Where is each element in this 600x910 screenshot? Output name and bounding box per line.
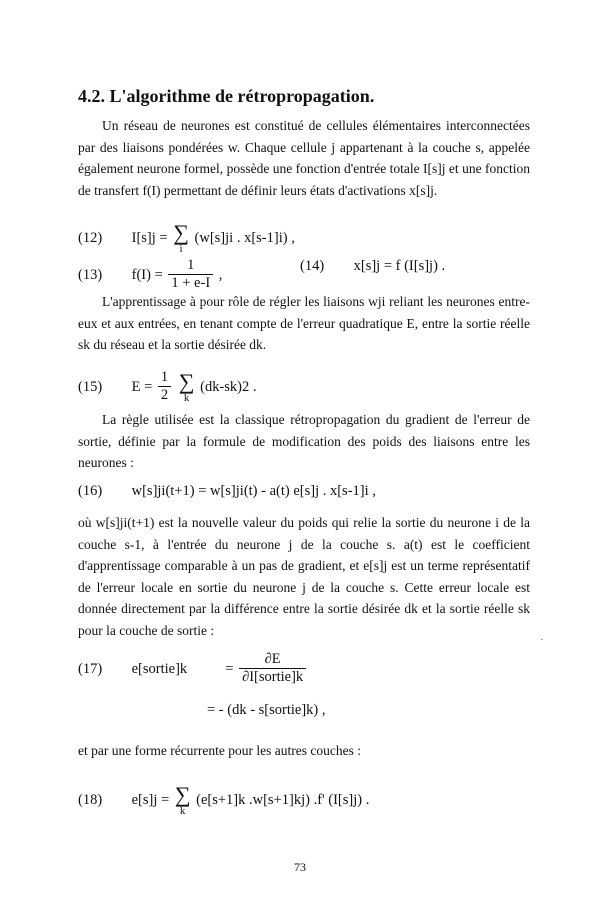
paragraph-learning: L'apprentissage à pour rôle de régler les liaisons wji reliant les neurones entre-eux et aux entrées, en tenant compte de l'erreur quadratique E, entre la sortie réelle sk du réseau et la sortie désirée dk.	[78, 294, 530, 352]
equation-body: (dk-sk)2	[200, 378, 250, 395]
paragraph-recurrence: et par une forme récurrente pour les autres couches :	[78, 743, 361, 758]
summation-symbol: ∑ k	[174, 782, 191, 817]
equation-18	[78, 784, 369, 817]
stray-mark: ·	[540, 634, 544, 646]
equation-number: (14)	[300, 258, 325, 275]
equation-14	[300, 258, 445, 275]
equation-number: (12)	[78, 230, 103, 246]
equation-number: (17)	[78, 660, 103, 677]
paragraph-backprop-rule: La règle utilisée est la classique rétropropagation du gradient de l'erreur de sortie, définie par la formule de modification des poids des liaisons entre les neurones :	[78, 412, 530, 470]
equation-number: (15)	[78, 378, 103, 395]
equation-lhs: I[s]j =	[131, 230, 168, 246]
equation-12	[78, 222, 295, 255]
equation-tail: .	[441, 258, 446, 275]
equation-tail: .	[252, 378, 257, 395]
equation-lhs: e[s]j =	[131, 792, 170, 808]
equation-line2: = - (dk - s[sortie]k)	[207, 702, 319, 719]
fraction-partial: $\frac{\partial E}{\text{∂I[sortie]k}}$	[239, 652, 306, 686]
equation-number: (16)	[78, 483, 103, 500]
fraction-half: $\frac{1}{2}$	[158, 370, 171, 404]
equation-tail: .	[365, 792, 370, 808]
equation-body: (e[s+1]k .w[s+1]kj) .f' (I[s]j)	[196, 792, 363, 808]
summation-symbol: ∑ i	[173, 220, 189, 255]
equation-rhs: f (I[s]j)	[395, 258, 438, 275]
equation-lhs: e[sortie]k	[131, 660, 188, 677]
equation-lhs: x[s]j =	[353, 258, 393, 275]
paragraph-network-definition: Un réseau de neurones est constitué de cellules élémentaires interconnectées par des liaisons pondérées w. Chaque cellule j appartenant à la couche s, appelée également neurone formel, possède une fonction d'entrée totale I[s]j et une fonction de transfert f(I) permettant de définir leurs états d'activations x[s]j.	[78, 118, 530, 198]
section-heading: 4.2. L'algorithme de rétropropagation.	[78, 86, 375, 106]
equation-13	[78, 258, 222, 292]
summation-symbol: ∑ k	[178, 368, 195, 404]
equation-number: (18)	[78, 792, 103, 808]
equation-lhs: f(I) =	[131, 266, 163, 283]
fraction: $\frac{1}{1 + e-I}$	[168, 258, 213, 292]
equation-number: (13)	[78, 266, 103, 283]
equation-tail: ,	[321, 702, 326, 719]
equation-16	[78, 483, 376, 500]
equation-content: w[s]ji(t+1) = w[s]ji(t) - a(t) e[s]j . x[s-1]i ,	[131, 483, 376, 500]
equation-15	[78, 370, 257, 404]
page-number: 73	[294, 860, 306, 874]
equation-lhs: E =	[131, 378, 153, 395]
equation-body: (w[s]ji . x[s-1]i)	[194, 230, 288, 246]
equation-17: (17) e[sortie]k = $\frac{\partial E}{\text{∂I[sortie]k}}$	[78, 652, 308, 686]
paragraph-weight-update: où w[s]ji(t+1) est la nouvelle valeur du poids qui relie la sortie du neurone i de la couche s-1, à l'entrée du neurone j de la couche s. a(t) est le coefficient d'apprentissage comparable à un pas de gradient, et e[s]j est un terme représentatif de l'erreur locale en sortie du neurone j de la couche s. Cette erreur locale est donnée directement par la différence entre la sortie désirée dk et la sortie réelle sk pour la couche de sortie :	[78, 515, 530, 638]
equation-tail: ,	[218, 266, 223, 283]
equation-17-line-2	[207, 702, 326, 719]
equation-tail: ,	[291, 230, 295, 246]
